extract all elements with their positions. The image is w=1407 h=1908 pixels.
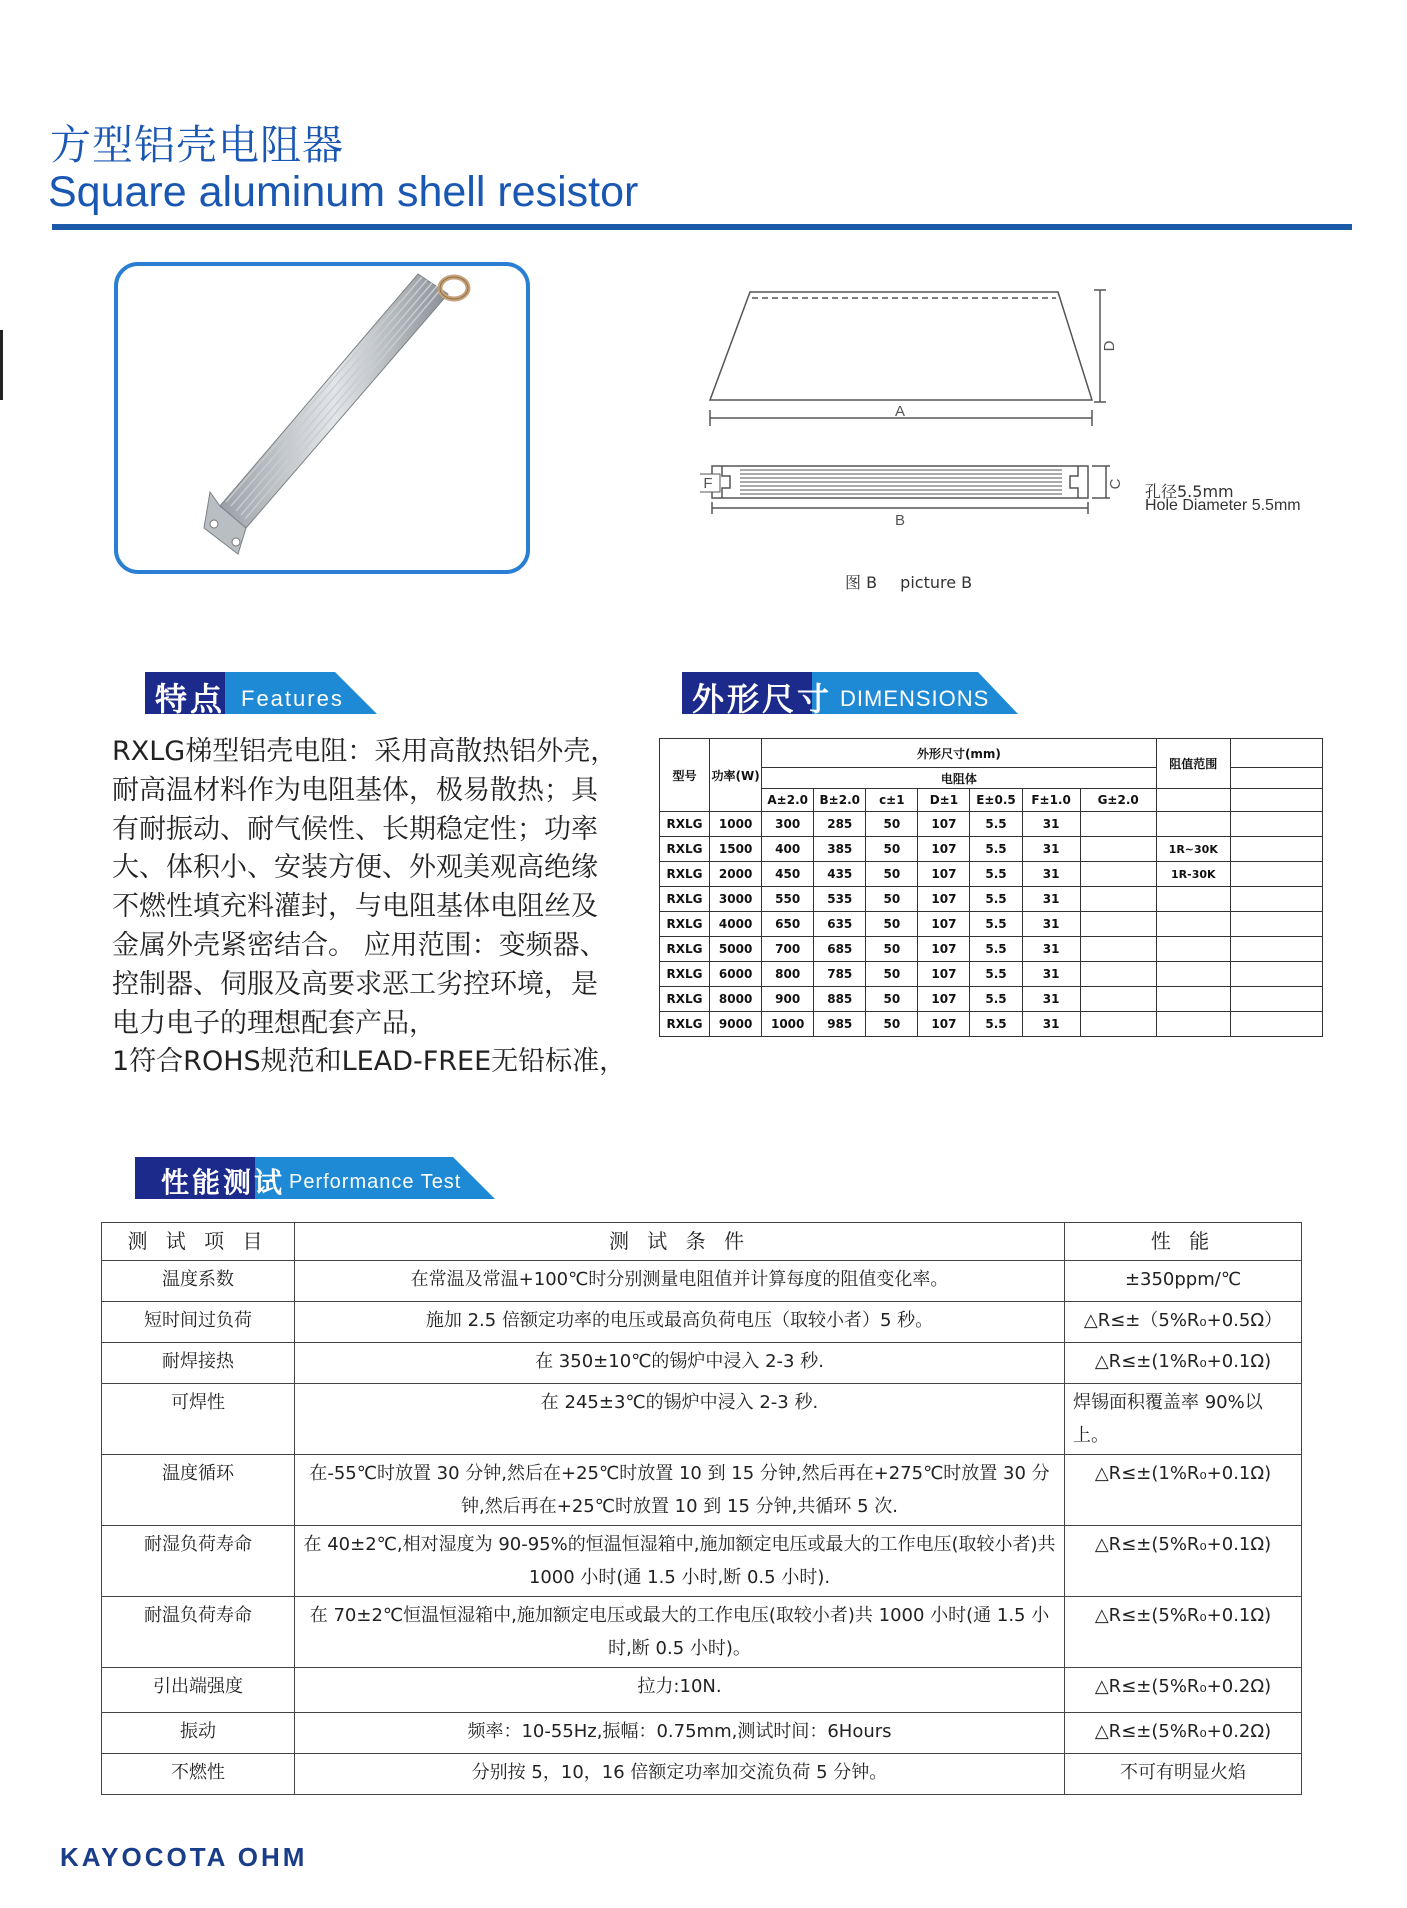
dimensions-table-body (660, 812, 1323, 1037)
sub-header-e: E±0.5 (970, 789, 1022, 812)
dim-cell-f: 31 (1022, 1012, 1080, 1037)
dim-cell-model: RXLG (660, 987, 710, 1012)
dim-cell-power: 4000 (710, 912, 762, 937)
hole-diameter-cn: 孔径5.5mm (1145, 482, 1234, 501)
dim-cell-a: 400 (762, 837, 814, 862)
empty-cell (1230, 739, 1322, 768)
dim-cell-f: 31 (1022, 837, 1080, 862)
dim-cell-c: 50 (866, 837, 918, 862)
performance-row (102, 1668, 1302, 1713)
dimensions-row (660, 837, 1323, 862)
col-power-header: 功率(W) (710, 739, 762, 812)
dim-cell-extra (1230, 987, 1322, 1012)
caption-cn: 图 B (845, 573, 878, 592)
dim-cell-extra (1230, 937, 1322, 962)
dim-cell-d: 107 (918, 937, 970, 962)
dim-cell-range (1156, 962, 1230, 987)
perf-cell-condition: 在 70±2℃恒温恒湿箱中,施加额定电压或最大的工作电压(取较小者)共 1000 小时(通 1.5 小时,断 0.5 小时)。 (295, 1597, 1065, 1668)
dim-cell-e: 5.5 (970, 962, 1022, 987)
dim-cell-range (1156, 1012, 1230, 1037)
dimensions-row (660, 987, 1323, 1012)
dim-cell-model: RXLG (660, 962, 710, 987)
hole-diameter-en: Hole Diameter 5.5mm (1145, 497, 1301, 514)
dim-cell-model: RXLG (660, 837, 710, 862)
dim-cell-e: 5.5 (970, 887, 1022, 912)
col-result-header: 性 能 (1065, 1223, 1302, 1261)
dim-cell-g (1080, 962, 1156, 987)
dim-cell-range (1156, 812, 1230, 837)
footer-brand: KAYOCOTA OHM (60, 1842, 308, 1872)
product-photo-frame (114, 262, 530, 574)
perf-cell-result: △R≤±(5%R₀+0.2Ω) (1065, 1713, 1302, 1754)
dim-label-b: B (894, 512, 906, 529)
caption-en: picture B (900, 573, 973, 592)
performance-title-en: Performance Test (289, 1171, 462, 1193)
dim-cell-range (1156, 912, 1230, 937)
sub-header-a: A±2.0 (762, 789, 814, 812)
perf-cell-item: 温度系数 (102, 1261, 295, 1302)
dim-cell-c: 50 (866, 987, 918, 1012)
dim-cell-b: 635 (814, 912, 866, 937)
dim-cell-model: RXLG (660, 887, 710, 912)
performance-row (102, 1343, 1302, 1384)
dim-cell-d: 107 (918, 1012, 970, 1037)
dim-cell-extra (1230, 962, 1322, 987)
perf-cell-result: △R≤±(5%R₀+0.1Ω) (1065, 1526, 1302, 1597)
dim-cell-e: 5.5 (970, 812, 1022, 837)
perf-cell-result: △R≤±(5%R₀+0.1Ω) (1065, 1597, 1302, 1668)
dim-cell-power: 1000 (710, 812, 762, 837)
dimensions-table (659, 738, 1323, 1037)
empty-cell (1156, 789, 1230, 812)
dim-cell-e: 5.5 (970, 912, 1022, 937)
features-line: 不燃性填充料灌封，与电阻基体电阻丝及 (112, 891, 598, 923)
dim-cell-c: 50 (866, 812, 918, 837)
performance-row (102, 1261, 1302, 1302)
dim-cell-range: 1R~30K (1156, 837, 1230, 862)
col-condition-header: 测 试 条 件 (295, 1223, 1065, 1261)
edge-mark (0, 330, 3, 400)
features-line: 耐高温材料作为电阻基体，极易散热；具 (112, 774, 598, 806)
dim-cell-d: 107 (918, 912, 970, 937)
dim-cell-g (1080, 812, 1156, 837)
perf-cell-condition: 分别按 5，10，16 倍额定功率加交流负荷 5 分钟。 (295, 1754, 1065, 1795)
dim-cell-b: 685 (814, 937, 866, 962)
dim-cell-extra (1230, 812, 1322, 837)
perf-cell-item: 温度循环 (102, 1455, 295, 1526)
features-line: 有耐振动、耐气候性、长期稳定性；功率 (112, 813, 598, 845)
perf-cell-condition: 在-55℃时放置 30 分钟,然后在+25℃时放置 10 到 15 分钟,然后再在+275℃时放置 30 分钟,然后再在+25℃时放置 10 到 15 分钟,共循环 5 次. (295, 1455, 1065, 1526)
dim-cell-e: 5.5 (970, 837, 1022, 862)
dim-cell-f: 31 (1022, 937, 1080, 962)
sub-header-f: F±1.0 (1022, 789, 1080, 812)
dim-cell-c: 50 (866, 1012, 918, 1037)
dim-label-c: C (1107, 478, 1124, 490)
product-photo (118, 266, 526, 570)
dim-cell-b: 535 (814, 887, 866, 912)
dim-cell-c: 50 (866, 862, 918, 887)
dim-cell-g (1080, 837, 1156, 862)
perf-cell-result: ±350ppm/℃ (1065, 1261, 1302, 1302)
dim-cell-g (1080, 937, 1156, 962)
dim-cell-b: 385 (814, 837, 866, 862)
dim-cell-f: 31 (1022, 812, 1080, 837)
dim-cell-e: 5.5 (970, 1012, 1022, 1037)
dim-cell-power: 9000 (710, 1012, 762, 1037)
perf-cell-result: △R≤±（5%R₀+0.5Ω） (1065, 1302, 1302, 1343)
performance-title-cn: 性能测试 (161, 1166, 286, 1199)
dim-cell-f: 31 (1022, 887, 1080, 912)
dim-cell-a: 550 (762, 887, 814, 912)
features-title-cn: 特点 (155, 680, 226, 718)
dim-cell-a: 900 (762, 987, 814, 1012)
sub-header-b: B±2.0 (814, 789, 866, 812)
perf-cell-condition: 在常温及常温+100℃时分别测量电阻值并计算每度的阻值变化率。 (295, 1261, 1065, 1302)
dim-cell-extra (1230, 1012, 1322, 1037)
dim-cell-extra (1230, 862, 1322, 887)
dim-cell-b: 885 (814, 987, 866, 1012)
empty-cell (1230, 768, 1322, 789)
performance-table (101, 1222, 1302, 1795)
features-line: 控制器、伺服及高要求恶工劣控环境，是 (112, 968, 598, 1000)
empty-cell (1230, 789, 1322, 812)
dim-cell-a: 650 (762, 912, 814, 937)
dim-cell-e: 5.5 (970, 937, 1022, 962)
performance-row (102, 1455, 1302, 1526)
dim-cell-range: 1R-30K (1156, 862, 1230, 887)
dim-cell-g (1080, 887, 1156, 912)
dim-cell-model: RXLG (660, 912, 710, 937)
features-banner (145, 672, 377, 718)
perf-cell-item: 不燃性 (102, 1754, 295, 1795)
dim-cell-b: 435 (814, 862, 866, 887)
dim-cell-model: RXLG (660, 862, 710, 887)
dim-cell-a: 700 (762, 937, 814, 962)
dimension-drawing (700, 280, 1380, 600)
sub-header-c: c±1 (866, 789, 918, 812)
dim-cell-power: 3000 (710, 887, 762, 912)
dim-cell-g (1080, 862, 1156, 887)
drawing-caption (845, 570, 990, 593)
sub-header-d: D±1 (918, 789, 970, 812)
dim-cell-g (1080, 987, 1156, 1012)
dim-cell-d: 107 (918, 862, 970, 887)
perf-cell-condition: 在 350±10℃的锡炉中浸入 2-3 秒. (295, 1343, 1065, 1384)
dim-cell-range (1156, 937, 1230, 962)
dim-cell-a: 300 (762, 812, 814, 837)
performance-row (102, 1713, 1302, 1754)
header-divider (52, 224, 1352, 230)
dim-cell-model: RXLG (660, 1012, 710, 1037)
features-line: 大、体积小、安装方便、外观美观高绝缘 (112, 852, 598, 884)
dim-label-f: F (703, 475, 713, 492)
dim-cell-f: 31 (1022, 862, 1080, 887)
perf-cell-item: 耐湿负荷寿命 (102, 1526, 295, 1597)
perf-cell-condition: 拉力:10N. (295, 1668, 1065, 1713)
features-line: RXLG梯型铝壳电阻：采用高散热铝外壳， (112, 736, 618, 767)
dimensions-row (660, 912, 1323, 937)
performance-row (102, 1597, 1302, 1668)
dim-cell-model: RXLG (660, 937, 710, 962)
dim-cell-range (1156, 987, 1230, 1012)
dimensions-row (660, 887, 1323, 912)
dim-cell-b: 985 (814, 1012, 866, 1037)
dim-cell-d: 107 (918, 812, 970, 837)
perf-cell-item: 可焊性 (102, 1384, 295, 1455)
col-item-header: 测 试 项 目 (102, 1223, 295, 1261)
perf-cell-condition: 在 40±2℃,相对湿度为 90-95%的恒温恒湿箱中,施加额定电压或最大的工作电压(取较小者)共 1000 小时(通 1.5 小时,断 0.5 小时). (295, 1526, 1065, 1597)
features-title-en: Features (241, 686, 344, 711)
performance-row (102, 1302, 1302, 1343)
dim-cell-extra (1230, 837, 1322, 862)
perf-cell-item: 耐温负荷寿命 (102, 1597, 295, 1668)
dim-label-a: A (894, 403, 906, 420)
perf-cell-item: 振动 (102, 1713, 295, 1754)
dim-cell-model: RXLG (660, 812, 710, 837)
perf-cell-result: 焊锡面积覆盖率 90%以上。 (1065, 1384, 1302, 1455)
dimensions-row (660, 862, 1323, 887)
dim-cell-d: 107 (918, 837, 970, 862)
page-title-en: Square aluminum shell resistor (48, 168, 639, 216)
dim-cell-power: 1500 (710, 837, 762, 862)
dimensions-row (660, 962, 1323, 987)
dim-cell-d: 107 (918, 962, 970, 987)
perf-cell-result: △R≤±(1%R₀+0.1Ω) (1065, 1455, 1302, 1526)
col-body-header: 电阻体 (762, 768, 1157, 789)
dim-cell-f: 31 (1022, 962, 1080, 987)
dim-cell-d: 107 (918, 887, 970, 912)
features-line: 电力电子的理想配套产品， (112, 1007, 436, 1039)
dim-cell-power: 5000 (710, 937, 762, 962)
dim-cell-f: 31 (1022, 987, 1080, 1012)
dim-cell-f: 31 (1022, 912, 1080, 937)
dim-cell-power: 8000 (710, 987, 762, 1012)
dimensions-row (660, 1012, 1323, 1037)
dimensions-row (660, 937, 1323, 962)
dim-cell-c: 50 (866, 937, 918, 962)
dim-cell-g (1080, 1012, 1156, 1037)
dimensions-title-en: DIMENSIONS (840, 686, 990, 711)
performance-row (102, 1754, 1302, 1795)
perf-cell-condition: 施加 2.5 倍额定功率的电压或最高负荷电压（取较小者）5 秒。 (295, 1302, 1065, 1343)
perf-cell-result: △R≤±(5%R₀+0.2Ω) (1065, 1668, 1302, 1713)
performance-table-body (102, 1261, 1302, 1795)
dim-cell-c: 50 (866, 887, 918, 912)
col-range-header: 阻值范围 (1156, 739, 1230, 789)
col-model-header: 型号 (660, 739, 710, 812)
dim-cell-b: 285 (814, 812, 866, 837)
dim-cell-a: 1000 (762, 1012, 814, 1037)
perf-cell-result: 不可有明显火焰 (1065, 1754, 1302, 1795)
page-title-cn: 方型铝壳电阻器 (50, 121, 344, 169)
performance-banner (135, 1157, 495, 1199)
dim-cell-d: 107 (918, 987, 970, 1012)
dim-cell-a: 450 (762, 862, 814, 887)
dim-cell-power: 6000 (710, 962, 762, 987)
dim-label-d: D (1101, 340, 1118, 352)
dim-cell-c: 50 (866, 912, 918, 937)
dimensions-title-cn: 外形尺寸 (692, 680, 833, 718)
performance-row (102, 1526, 1302, 1597)
perf-cell-item: 引出端强度 (102, 1668, 295, 1713)
dim-cell-g (1080, 912, 1156, 937)
perf-cell-condition: 频率：10-55Hz,振幅：0.75mm,测试时间：6Hours (295, 1713, 1065, 1754)
dim-cell-power: 2000 (710, 862, 762, 887)
dim-cell-c: 50 (866, 962, 918, 987)
perf-cell-item: 短时间过负荷 (102, 1302, 295, 1343)
dimensions-row (660, 812, 1323, 837)
perf-cell-result: △R≤±(1%R₀+0.1Ω) (1065, 1343, 1302, 1384)
sub-header-g: G±2.0 (1080, 789, 1156, 812)
col-size-header: 外形尺寸(mm) (762, 739, 1157, 768)
dim-cell-extra (1230, 912, 1322, 937)
features-line: 金属外壳紧密结合。 应用范围：变频器、 (112, 929, 607, 961)
perf-cell-condition: 在 245±3℃的锡炉中浸入 2-3 秒. (295, 1384, 1065, 1455)
dim-cell-e: 5.5 (970, 987, 1022, 1012)
dim-cell-range (1156, 887, 1230, 912)
dim-cell-extra (1230, 887, 1322, 912)
performance-row (102, 1384, 1302, 1455)
dimensions-banner (682, 672, 1018, 718)
features-line: 1符合ROHS规范和LEAD-FREE无铅标准， (112, 1046, 627, 1078)
dim-cell-e: 5.5 (970, 862, 1022, 887)
features-text (112, 733, 632, 1082)
dim-cell-a: 800 (762, 962, 814, 987)
perf-cell-item: 耐焊接热 (102, 1343, 295, 1384)
dim-cell-b: 785 (814, 962, 866, 987)
